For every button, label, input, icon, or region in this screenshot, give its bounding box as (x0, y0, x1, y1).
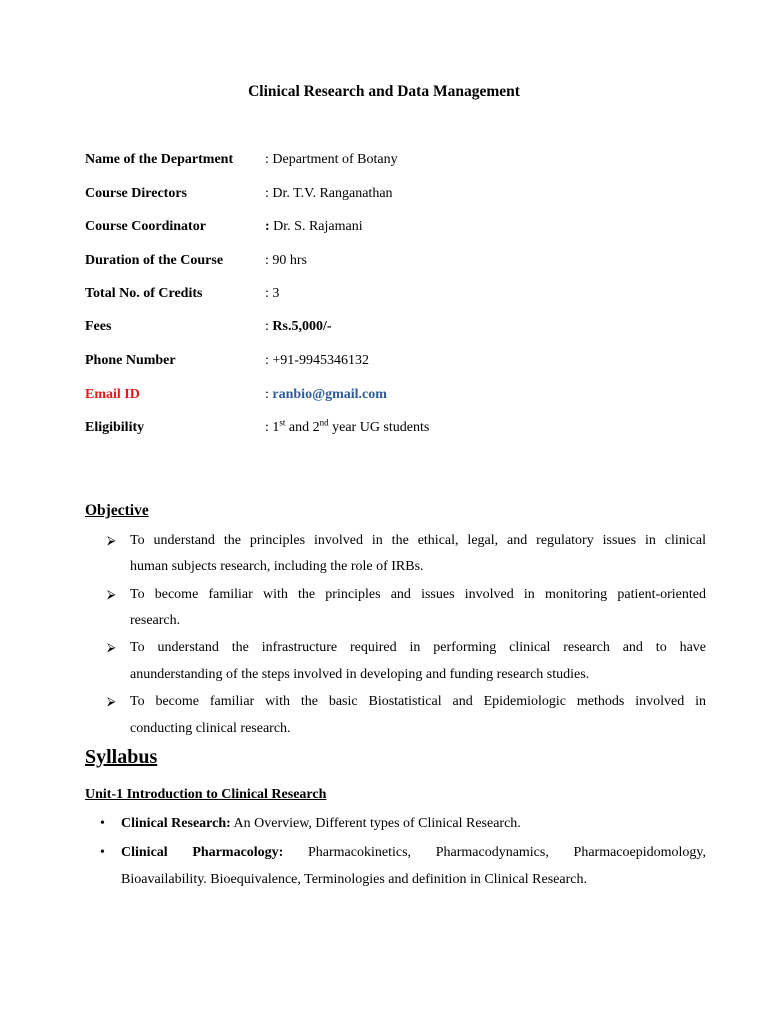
objective-line: research. (130, 613, 181, 628)
eligibility-prefix: : 1 (265, 420, 280, 435)
info-row-credits (85, 286, 705, 306)
objective-item (107, 533, 707, 577)
eligibility-label: Eligibility (85, 420, 145, 435)
fees-value: Rs.5,000/- (272, 319, 332, 334)
syllabus-term: Clinical Research: (121, 816, 231, 831)
info-row-fees (85, 319, 705, 339)
objective-line: To understand the infrastructure required in performing clinical research and to have (130, 640, 706, 655)
arrow-bullet-icon: ⮚ (107, 694, 116, 708)
eligibility-mid: and 2 (285, 420, 320, 435)
syllabus-list-item (100, 816, 706, 836)
coordinator-label: Course Coordinator (85, 219, 206, 234)
objective-line: To become familiar with the basic Biostatistical and Epidemiologic methods involved in (130, 694, 706, 709)
arrow-bullet-icon: ⮚ (107, 533, 116, 547)
syllabus-heading: Syllabus (85, 746, 158, 768)
coordinator-value-wrap (265, 219, 363, 235)
arrow-bullet-icon: ⮚ (107, 587, 116, 601)
info-row-phone (85, 353, 705, 373)
syllabus-text: An Overview, Different types of Clinical Research. (230, 816, 521, 831)
objective-line: human subjects research, including the role of IRBs. (130, 559, 424, 574)
document-title: Clinical Research and Data Management (248, 83, 520, 100)
info-row-directors (85, 186, 705, 206)
directors-label: Course Directors (85, 186, 187, 201)
email-label: Email ID (85, 387, 140, 402)
eligibility-value (265, 417, 430, 436)
info-row-eligibility (85, 417, 705, 440)
duration-label: Duration of the Course (85, 253, 224, 268)
fees-prefix: : (265, 319, 273, 334)
syllabus-term: Clinical Pharmacology: (121, 845, 284, 860)
email-link[interactable]: ranbio@gmail.com (272, 387, 387, 402)
eligibility-suffix: year UG students (328, 420, 430, 435)
email-value-wrap (265, 387, 387, 403)
info-row-duration (85, 253, 705, 273)
objective-line: conducting clinical research. (130, 721, 291, 736)
duration-value: : 90 hrs (265, 253, 307, 268)
phone-label: Phone Number (85, 353, 176, 368)
department-value: : Department of Botany (265, 152, 398, 167)
bullet-icon: • (100, 845, 105, 860)
directors-value: : Dr. T.V. Ranganathan (265, 186, 393, 201)
credits-label: Total No. of Credits (85, 286, 203, 301)
fees-label: Fees (85, 319, 112, 334)
syllabus-list-item (100, 845, 706, 891)
phone-value: : +91-9945346132 (265, 353, 369, 368)
objective-line: anunderstanding of the steps involved in developing and funding research studies. (130, 667, 590, 682)
syllabus-line (121, 816, 521, 832)
objective-line: To become familiar with the principles and issues involved in monitoring patient-oriented (130, 587, 706, 602)
email-prefix: : (265, 387, 273, 402)
eligibility-sup-nd: nd (319, 417, 329, 428)
coordinator-colon: : (265, 219, 270, 234)
department-label: Name of the Department (85, 152, 234, 167)
bullet-icon: • (100, 816, 105, 831)
syllabus-text: Pharmacokinetics, Pharmacodynamics, Pharmacoepidomology, (283, 845, 706, 860)
info-row-email (85, 387, 705, 407)
fees-value-wrap (265, 319, 332, 335)
objective-item (107, 587, 707, 631)
arrow-bullet-icon: ⮚ (107, 640, 116, 654)
syllabus-line: Bioavailability. Bioequivalence, Terminologies and definition in Clinical Research. (121, 872, 587, 887)
objective-heading: Objective (85, 502, 149, 519)
info-row-department (85, 152, 705, 172)
objective-item (107, 640, 707, 684)
credits-value: : 3 (265, 286, 280, 301)
objective-line: To understand the principles involved in the ethical, legal, and regulatory issues in clinical (130, 533, 706, 548)
unit-heading: Unit-1 Introduction to Clinical Research (85, 787, 327, 802)
objective-item (107, 694, 707, 738)
coordinator-value: Dr. S. Rajamani (269, 219, 363, 234)
info-row-coordinator (85, 219, 705, 239)
syllabus-line (121, 845, 706, 861)
eligibility-sup-st: st (279, 417, 286, 428)
